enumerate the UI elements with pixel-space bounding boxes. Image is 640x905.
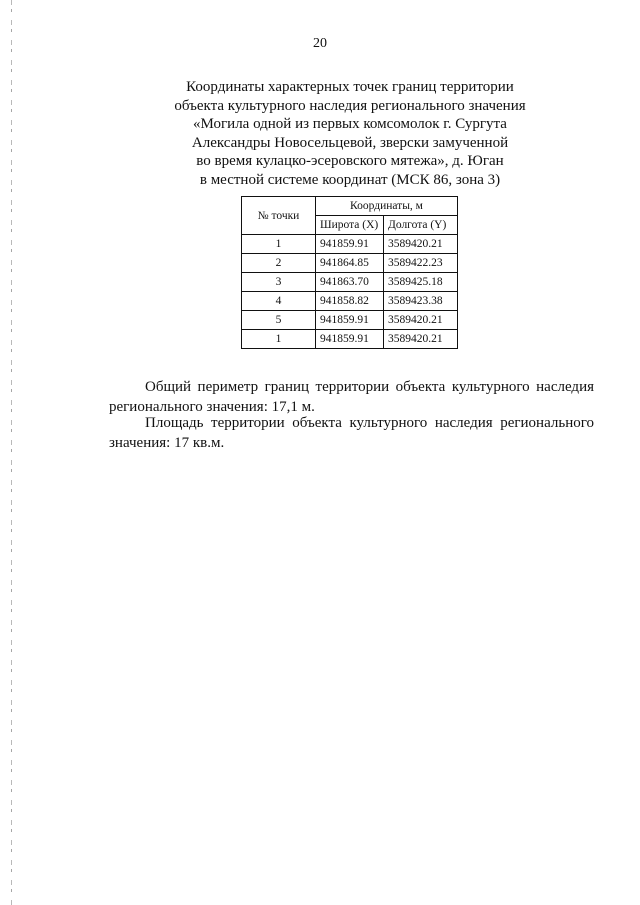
table-row bbox=[242, 254, 458, 273]
cell-y: 3589423.38 bbox=[384, 292, 458, 311]
area-paragraph: Площадь территории объекта культурного наследия регионального значения: 17 кв.м. bbox=[109, 415, 594, 451]
cell-point: 5 bbox=[242, 311, 316, 330]
table-row bbox=[242, 292, 458, 311]
page-number: 20 bbox=[313, 36, 327, 51]
cell-point: 3 bbox=[242, 273, 316, 292]
cell-y: 3589422.23 bbox=[384, 254, 458, 273]
cell-y: 3589420.21 bbox=[384, 311, 458, 330]
cell-y: 3589420.21 bbox=[384, 330, 458, 349]
header-coordinates: Координаты, м bbox=[316, 197, 458, 216]
cell-x: 941864.85 bbox=[316, 254, 384, 273]
document-title bbox=[100, 78, 600, 189]
cell-x: 941859.91 bbox=[316, 330, 384, 349]
cell-x: 941859.91 bbox=[316, 235, 384, 254]
coordinates-table bbox=[241, 196, 458, 349]
title-line: Александры Новосельцевой, зверски замученной bbox=[191, 134, 509, 151]
header-latitude-x: Широта (X) bbox=[316, 216, 384, 235]
table-row bbox=[242, 311, 458, 330]
cell-point: 2 bbox=[242, 254, 316, 273]
cell-x: 941858.82 bbox=[316, 292, 384, 311]
cell-point: 1 bbox=[242, 235, 316, 254]
header-longitude-y: Долгота (Y) bbox=[384, 216, 458, 235]
table-row bbox=[242, 330, 458, 349]
table-header-row bbox=[242, 197, 458, 216]
cell-y: 3589425.18 bbox=[384, 273, 458, 292]
perimeter-paragraph: Общий периметр границ территории объекта культурного наследия регионального значения: 17,1 м. bbox=[109, 379, 594, 415]
table-row bbox=[242, 235, 458, 254]
title-line: Координаты характерных точек границ территории bbox=[186, 79, 514, 95]
cell-x: 941863.70 bbox=[316, 273, 384, 292]
cell-x: 941859.91 bbox=[316, 311, 384, 330]
title-line: «Могила одной из первых комсомолок г. Сургута bbox=[193, 116, 507, 132]
title-line: в местной системе координат (МСК 86, зона 3) bbox=[199, 171, 501, 188]
header-point-number: № точки bbox=[242, 197, 316, 235]
cell-point: 1 bbox=[242, 330, 316, 349]
cell-point: 4 bbox=[242, 292, 316, 311]
table-row bbox=[242, 273, 458, 292]
cell-y: 3589420.21 bbox=[384, 235, 458, 254]
scan-edge-artifact bbox=[11, 0, 12, 905]
title-line: во время кулацко-эсеровского мятежа», д. Юган bbox=[196, 153, 504, 169]
title-line: объекта культурного наследия регионального значения bbox=[174, 97, 526, 114]
